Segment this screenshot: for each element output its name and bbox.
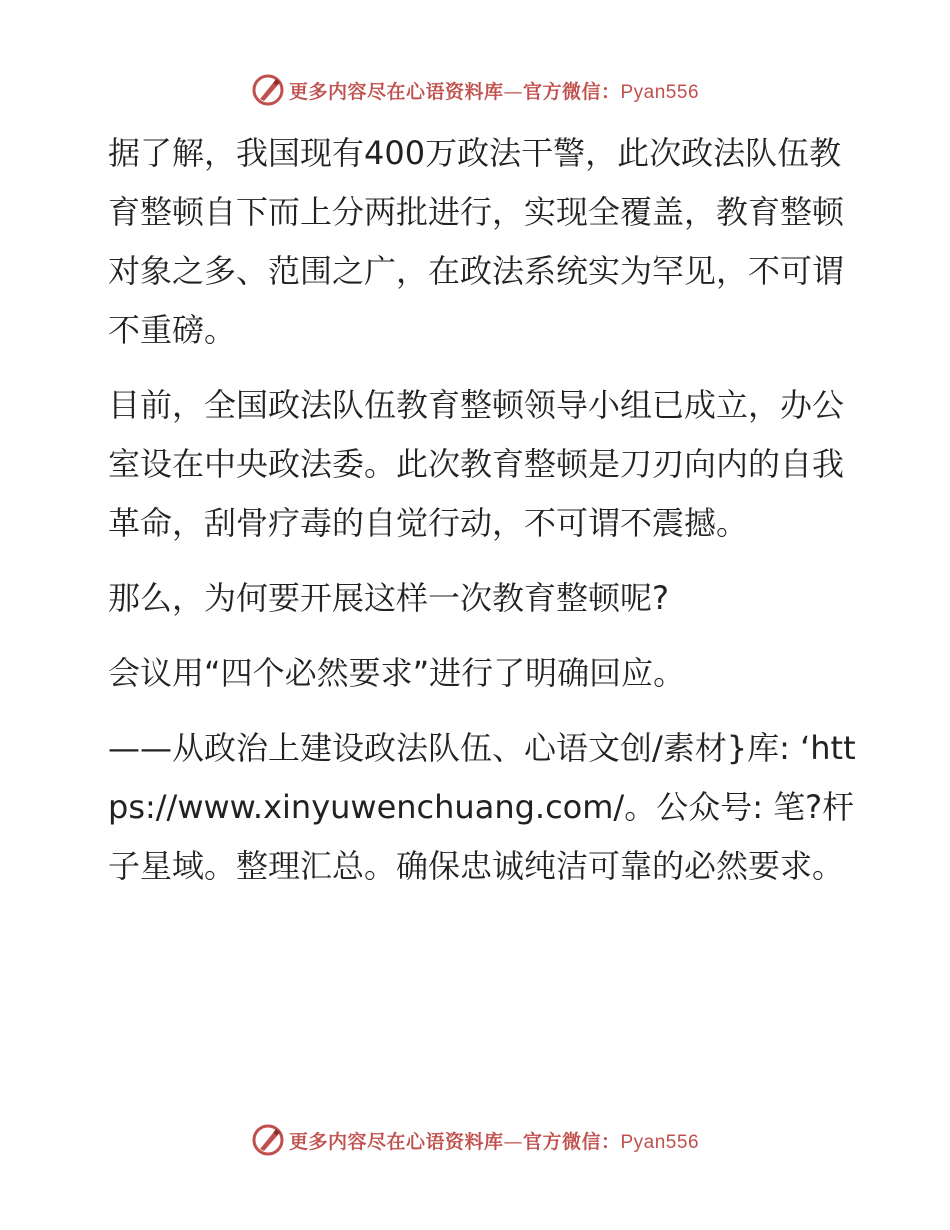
banner-text: [289, 77, 699, 104]
banner-wechat-id: Pyan556: [620, 1131, 700, 1153]
banner-wechat-id: Pyan556: [620, 81, 700, 103]
paragraph-5: ——从政治上建设政法队伍、心语文创/素材}库: ‘https://www.xinyuwenchuang.com/。公众号: 笔?杆子星域。整理汇总。确保忠诚纯洁可靠的必然要求。: [108, 729, 856, 885]
header-banner: [0, 70, 950, 110]
paragraph-4: 会议用“四个必然要求”进行了明确回应。: [108, 654, 686, 692]
banner-wechat-label: 官方微信：: [522, 1130, 621, 1153]
paragraph-1: 据了解，我国现有400万政法干警，此次政法队伍教育整顿自下而上分两批进行，实现全覆盖，教育整顿对象之多、范围之广，在政法系统实为罕见，不可谓不重磅。: [108, 134, 845, 349]
banner-brand: 更多内容尽在心语资料库: [288, 1130, 504, 1153]
banner-wechat-label: 官方微信：: [522, 80, 621, 103]
footer-banner: [0, 1120, 950, 1160]
pen-logo-icon: [251, 73, 285, 107]
banner-text: [289, 1127, 699, 1154]
pen-logo-icon: [251, 1123, 285, 1157]
banner-separator: —: [503, 1130, 523, 1153]
paragraph-3: 那么，为何要开展这样一次教育整顿呢?: [108, 579, 669, 617]
document-body: [98, 124, 858, 912]
banner-brand: 更多内容尽在心语资料库: [288, 80, 504, 103]
paragraph-2: 目前，全国政法队伍教育整顿领导小组已成立，办公室设在中央政法委。此次教育整顿是刀刃向内的自我革命，刮骨疗毒的自觉行动，不可谓不震撼。: [108, 386, 845, 542]
banner-separator: —: [503, 80, 523, 103]
